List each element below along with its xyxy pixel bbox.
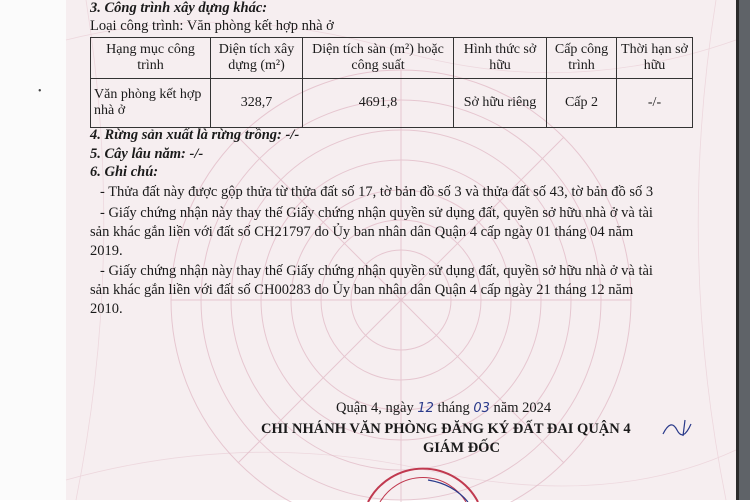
margin-dot: •: [38, 86, 42, 97]
building-type-line: Loại công trình: Văn phòng kết hợp nhà ở: [90, 18, 334, 34]
note-line: 2019.: [90, 243, 123, 259]
header-grade: Cấp công trình: [547, 38, 617, 79]
signature-mark: [661, 416, 701, 440]
note-line: sản khác gắn liền với đất số CH21797 do Ủy ban nhân dân Quận 4 cấp ngày 01 tháng 04 năm: [90, 224, 634, 240]
section-6-heading: 6. Ghi chú:: [90, 164, 159, 180]
note-line: sản khác gắn liền với đất số CH00283 do Ủy ban nhân dân Quận 4 cấp ngày 21 tháng 12 năm: [90, 282, 634, 298]
note-line: - Giấy chứng nhận này thay thế Giấy chứng nhận quyền sử dụng đất, quyền sở hữu nhà ở và tài: [100, 263, 653, 279]
date-prefix: Quận 4, ngày: [336, 400, 414, 416]
header-item: Hạng mục công trình: [91, 38, 211, 79]
cell-building-area: 328,7: [211, 79, 303, 128]
cell-term: -/-: [617, 79, 693, 128]
cell-floor-area: 4691,8: [303, 79, 454, 128]
issue-date-line: [336, 400, 551, 417]
section-5-line: 5. Cây lâu năm: -/-: [90, 146, 204, 162]
table-row: [91, 79, 693, 128]
director-title: GIÁM ĐỐC: [423, 440, 500, 456]
construction-table: [90, 37, 693, 128]
header-term: Thời hạn sở hữu: [617, 38, 693, 79]
issuing-office: CHI NHÁNH VĂN PHÒNG ĐĂNG KÝ ĐẤT ĐAI QUẬN 4: [261, 421, 631, 437]
left-margin: [0, 0, 66, 500]
header-building-area: Diện tích xây dựng (m²): [211, 38, 303, 79]
page-edge: [736, 0, 750, 500]
section-3-heading: 3. Công trình xây dựng khác:: [90, 0, 268, 16]
section-4-line: 4. Rừng sản xuất là rừng trồng: -/-: [90, 127, 300, 143]
cell-grade: Cấp 2: [547, 79, 617, 128]
note-line: - Thửa đất này được gộp thửa từ thửa đất số 17, tờ bản đồ số 3 và thửa đất số 43, tờ bản đồ số 3: [100, 184, 654, 200]
month-word: tháng: [437, 400, 470, 416]
note-line: - Giấy chứng nhận này thay thế Giấy chứng nhận quyền sử dụng đất, quyền sở hữu nhà ở và tài: [100, 205, 653, 221]
year-text: năm 2024: [493, 400, 552, 416]
handwritten-month: 03: [473, 401, 490, 416]
handwritten-day: 12: [417, 401, 434, 416]
cell-ownership-form: Sở hữu riêng: [454, 79, 547, 128]
certificate-page: [38, 0, 736, 500]
note-line: 2010.: [90, 301, 123, 317]
red-seal: [358, 462, 488, 502]
cell-item: Văn phòng kết hợp nhà ở: [91, 79, 211, 128]
table-header-row: [91, 38, 693, 79]
header-floor-area: Diện tích sàn (m²) hoặc công suất: [303, 38, 454, 79]
header-ownership-form: Hình thức sở hữu: [454, 38, 547, 79]
